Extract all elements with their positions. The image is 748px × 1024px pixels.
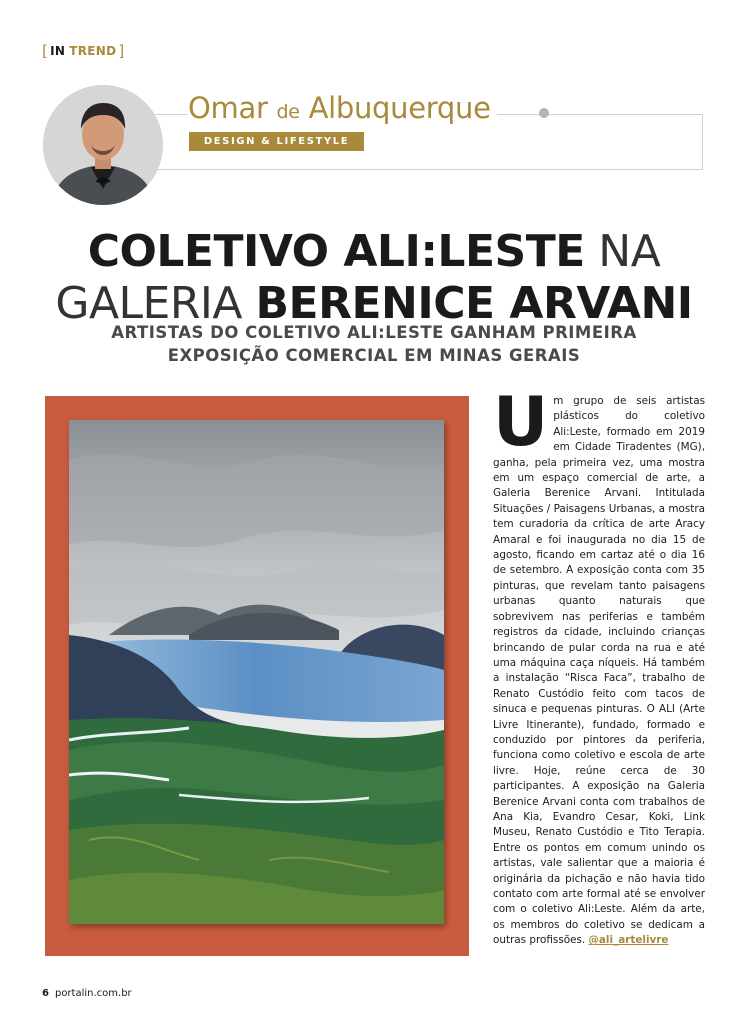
section-tag xyxy=(42,41,125,61)
article-deck: ARTISTAS DO COLETIVO ALI:LESTE GANHAM PRIMEIRA EXPOSIÇÃO COMERCIAL EM MINAS GERAIS xyxy=(111,323,637,365)
artwork-photo xyxy=(45,396,469,956)
author-first-name: Omar xyxy=(188,91,268,125)
headline-part-3: GALERIA xyxy=(55,278,243,329)
author-role-badge: DESIGN & LIFESTYLE xyxy=(189,132,364,151)
article-body xyxy=(493,383,705,949)
landscape-painting xyxy=(69,420,444,924)
section-word-trend: TREND xyxy=(69,44,117,58)
author-particle: de xyxy=(276,101,300,123)
headline-part-2: NA xyxy=(598,226,661,277)
section-bracket-open: [ xyxy=(42,42,49,60)
author-portrait-illustration xyxy=(43,85,163,205)
headline-part-4: BERENICE ARVANI xyxy=(255,278,693,329)
author-name xyxy=(188,91,497,125)
footer-site: portalin.com.br xyxy=(54,988,132,999)
instagram-handle-link[interactable]: @ali_artelivre xyxy=(588,934,669,947)
drop-cap: U xyxy=(493,383,549,462)
headline-part-1: COLETIVO ALI:LESTE xyxy=(87,226,585,277)
painting-illustration xyxy=(69,420,444,924)
author-frame-dot xyxy=(539,108,549,118)
section-bracket-close: ] xyxy=(118,42,125,60)
page-number: 6 xyxy=(42,988,49,999)
section-word-in: IN xyxy=(50,44,66,58)
author-last-name: Albuquerque xyxy=(308,91,491,125)
article-body-text: m grupo de seis artistas plásticos do coletivo Ali:Leste, formado em 2019 em Cidade Tiradentes (MG), ganha, pela primeira vez, uma mostra em um espaço comercial de arte, a Galeria Berenice Arvani. Intitulada Situações / Paisagens Urbanas, a mostra tem curadoria da crítica de arte Aracy Amaral e foi inaugurada no dia 15 de agosto, ficando em cartaz até o dia 16 de setembro. A exposição conta com 35 pinturas, que revelam tanto paisagens urbanas quanto naturais que sobrevivem nas periferias e também registros da cidade, incluindo crianças brincando de pular corda na rua e até uma máquina caça níqueis. Há também a instalação “Risca Faca”, trabalho de Renato Custódio feito com tacos de sinuca e pequenas pinturas. O ALI (Arte Livre Itinerante), fundado, formado e conduzido por pintores da periferia, funciona como coletivo e escola de arte livre. Hoje, reúne cerca de 30 participantes. A exposição na Galeria Berenice Arvani conta com trabalhos de Ana Kia, Evandro Cesar, Koki, Link Museu, Renato Custódio e Tito Terapia. Entre os pontos em comum unindo os artistas, vale salientar que a maioria é originária da pichação e não havia tido contato com arte formal até se envolver com o coletivo Ali:Leste. Além da arte, os membros do coletivo se dedicam a outras profissões. xyxy=(493,395,705,947)
article-headline xyxy=(30,226,718,330)
author-avatar xyxy=(43,85,163,205)
page-footer xyxy=(42,988,132,999)
